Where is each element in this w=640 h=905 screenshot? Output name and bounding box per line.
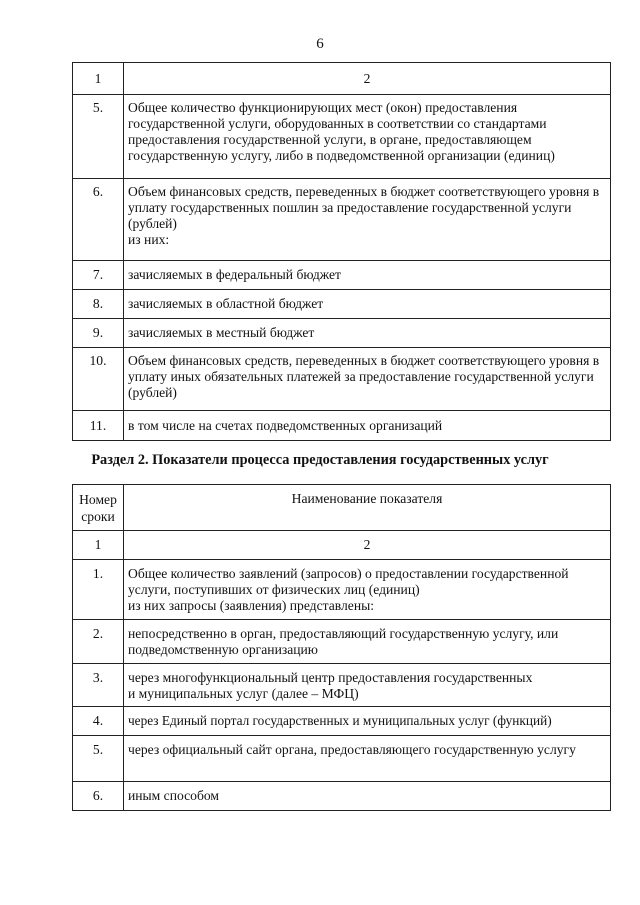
row-number: 6. [73, 179, 124, 261]
row-text: зачисляемых в местный бюджет [124, 319, 611, 348]
row-text: через официальный сайт органа, предоставляющего государственную услугу [124, 736, 611, 782]
row-number: 5. [73, 736, 124, 782]
row-number: 1. [73, 560, 124, 620]
row-text: Общее количество заявлений (запросов) о предоставлении государственной услуги, поступивших от физических лиц (единиц) [128, 566, 569, 597]
row-number: 5. [73, 95, 124, 179]
row-text: Общее количество функционирующих мест (окон) предоставления государственной услуги, оборудованных в соответствии со стандартами предоставления государственной услуги, в органе, предоставляющем государственную услугу, либо в подведомственной организации (единиц) [124, 95, 611, 179]
row-number: 11. [73, 411, 124, 441]
row-text: Объем финансовых средств, переведенных в бюджет соответствующего уровня в уплату государственных пошлин за предоставление государственной услуги (рублей) [128, 184, 600, 231]
table-row [73, 736, 611, 782]
table-row [73, 411, 611, 441]
table-row [73, 620, 611, 664]
table-row [73, 348, 611, 411]
header-col-1: 1 [73, 531, 124, 560]
row-number: 6. [73, 782, 124, 811]
page-number: 6 [316, 36, 324, 52]
row-text: непосредственно в орган, предоставляющий государственную услугу, или подведомственную организацию [124, 620, 611, 664]
column-header-number: Номер сроки [73, 485, 124, 531]
row-text-container [124, 664, 611, 707]
table-row [73, 95, 611, 179]
table-row [73, 290, 611, 319]
row-text: зачисляемых в федеральный бюджет [124, 261, 611, 290]
row-text: в том числе на счетах подведомственных организаций [124, 411, 611, 441]
row-number: 3. [73, 664, 124, 707]
table-column-header-row [73, 485, 611, 531]
table-header-row [73, 531, 611, 560]
header-col-2: 2 [124, 63, 611, 95]
table-row [73, 560, 611, 620]
table-row [73, 179, 611, 261]
row-text: Объем финансовых средств, переведенных в бюджет соответствующего уровня в уплату иных обязательных платежей за предоставление государственной услуги (рублей) [124, 348, 611, 411]
table-row [73, 319, 611, 348]
row-subtext: из них запросы (заявления) представлены: [128, 598, 375, 613]
row-text: через многофункциональный центр предоставления государственных [128, 670, 533, 685]
table-header-row [73, 63, 611, 95]
row-number: 7. [73, 261, 124, 290]
table-row [73, 782, 611, 811]
row-number: 8. [73, 290, 124, 319]
row-number: 2. [73, 620, 124, 664]
table-row [73, 707, 611, 736]
row-subtext: из них: [128, 232, 170, 247]
row-text-container [124, 560, 611, 620]
header-col-2: 2 [124, 531, 611, 560]
row-text-container [124, 179, 611, 261]
row-number: 10. [73, 348, 124, 411]
row-text: через Единый портал государственных и муниципальных услуг (функций) [124, 707, 611, 736]
indicators-table-1 [72, 62, 611, 441]
row-subtext: и муниципальных услуг (далее – МФЦ) [128, 686, 359, 701]
row-number: 9. [73, 319, 124, 348]
row-text: иным способом [124, 782, 611, 811]
section-2-title: Раздел 2. Показатели процесса предоставления государственных услуг [91, 452, 549, 468]
header-col-1: 1 [73, 63, 124, 95]
table-row [73, 664, 611, 707]
column-header-name: Наименование показателя [124, 485, 611, 531]
row-number: 4. [73, 707, 124, 736]
table-row [73, 261, 611, 290]
row-text: зачисляемых в областной бюджет [124, 290, 611, 319]
indicators-table-2 [72, 484, 611, 811]
